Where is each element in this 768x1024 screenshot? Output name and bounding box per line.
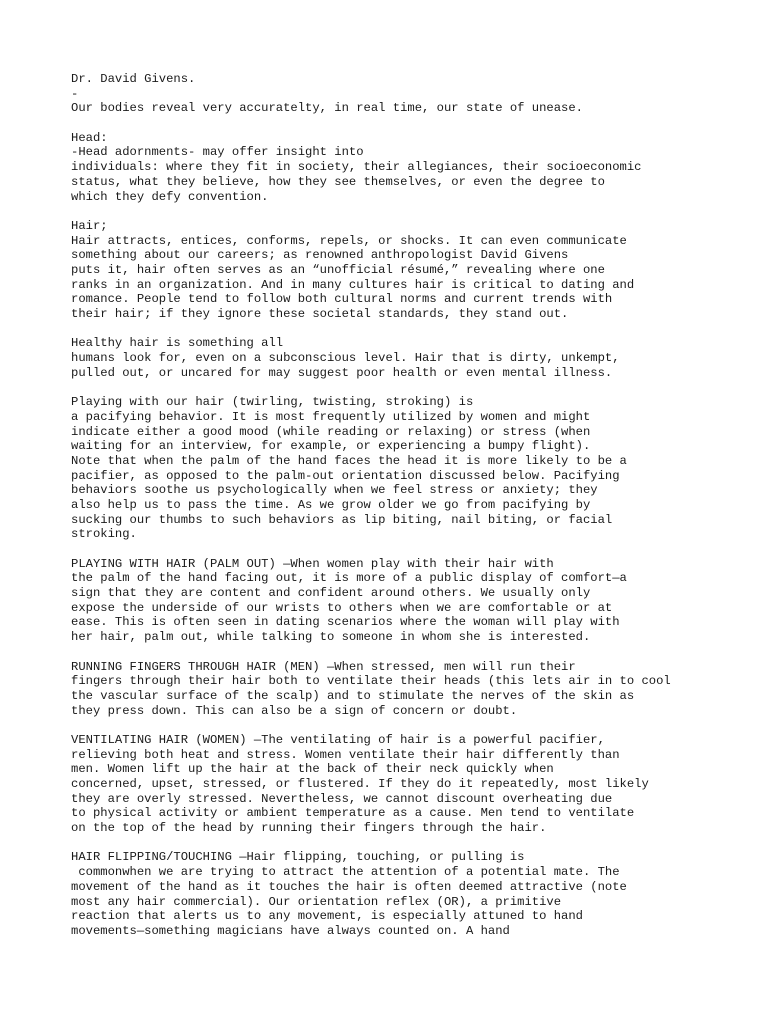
text-line: the vascular surface of the scalp) and to stimulate the nerves of the skin as	[71, 688, 635, 703]
text-line: commonwhen we are trying to attract the attention of a potential mate. The	[71, 865, 620, 880]
text-line: VENTILATING HAIR (WOMEN) —The ventilating of hair is a powerful pacifier,	[71, 732, 605, 747]
text-line: waiting for an interview, for example, or experiencing a bumpy flight).	[71, 439, 591, 454]
text-line: Hair attracts, entices, conforms, repels, or shocks. It can even communicate	[71, 233, 627, 248]
text-line: individuals: where they fit in society, their allegiances, their socioeconomic	[71, 160, 642, 175]
text-line: which they defy convention.	[71, 189, 269, 204]
paragraph	[71, 336, 751, 380]
text-line: concerned, upset, stressed, or flustered. If they do it repeatedly, most likely	[71, 777, 649, 791]
text-line: something about our careers; as renowned anthropologist David Givens	[71, 248, 569, 263]
text-line: they press down. This can also be a sign of concern or doubt.	[71, 703, 518, 718]
text-line: -Head adornments- may offer insight into	[71, 145, 364, 160]
text-line: humans look for, even on a subconscious level. Hair that is dirty, unkempt,	[71, 351, 620, 366]
paragraph	[71, 733, 751, 836]
text-line: her hair, palm out, while talking to someone in whom she is interested.	[71, 630, 591, 645]
text-line: Dr. David Givens.	[71, 72, 196, 86]
text-line: status, what they believe, how they see themselves, or even the degree to	[71, 174, 605, 189]
text-line: Note that when the palm of the hand faces the head it is more likely to be a	[71, 453, 627, 468]
text-line: the palm of the hand facing out, it is more of a public display of comfort—a	[71, 571, 627, 586]
text-line: puts it, hair often serves as an “unofficial résumé,” revealing where one	[71, 262, 605, 277]
text-line: fingers through their hair both to ventilate their heads (this lets air in to cool	[71, 674, 671, 689]
text-line: they are overly stressed. Nevertheless, we cannot discount overheating due	[71, 791, 613, 806]
text-line: reaction that alerts us to any movement, is especially attuned to hand	[71, 909, 583, 924]
paragraph	[71, 395, 751, 542]
text-line: indicate either a good mood (while reading or relaxing) or stress (when	[71, 424, 591, 439]
text-line: a pacifying behavior. It is most frequently utilized by women and might	[71, 409, 591, 424]
text-line: -	[71, 86, 79, 101]
text-line: to physical activity or ambient temperature as a cause. Men tend to ventilate	[71, 806, 635, 821]
document-body	[71, 72, 751, 939]
paragraph	[71, 131, 751, 204]
text-line: relieving both heat and stress. Women ventilate their hair differently than	[71, 747, 620, 762]
text-line: behaviors soothe us psychologically when we feel stress or anxiety; they	[71, 483, 598, 498]
text-line: ranks in an organization. And in many cultures hair is critical to dating and	[71, 277, 635, 292]
text-line: Our bodies reveal very accuratelty, in real time, our state of unease.	[71, 101, 583, 116]
text-line: PLAYING WITH HAIR (PALM OUT) —When women play with their hair with	[71, 556, 554, 571]
text-line: movements—something magicians have always counted on. A hand	[71, 923, 510, 938]
text-line: sucking our thumbs to such behaviors as lip biting, nail biting, or facial	[71, 512, 613, 527]
text-line: movement of the hand as it touches the hair is often deemed attractive (note	[71, 879, 627, 894]
text-line: stroking.	[71, 527, 137, 542]
text-line: their hair; if they ignore these societal standards, they stand out.	[71, 307, 569, 321]
text-line: on the top of the head by running their fingers through the hair.	[71, 821, 547, 836]
text-line: HAIR FLIPPING/TOUCHING —Hair flipping, touching, or pulling is	[71, 850, 525, 865]
text-line: pulled out, or uncared for may suggest poor health or even mental illness.	[71, 365, 613, 380]
text-line: Hair;	[71, 218, 108, 233]
paragraph	[71, 557, 751, 645]
text-line: sign that they are content and confident around others. We usually only	[71, 586, 591, 601]
paragraph	[71, 850, 751, 938]
paragraph	[71, 72, 751, 116]
text-line: Head:	[71, 130, 108, 145]
text-line: men. Women lift up the hair at the back of their neck quickly when	[71, 762, 554, 777]
text-line: RUNNING FINGERS THROUGH HAIR (MEN) —When stressed, men will run their	[71, 659, 576, 674]
paragraph	[71, 219, 751, 322]
text-line: ease. This is often seen in dating scenarios where the woman will play with	[71, 615, 620, 630]
text-line: romance. People tend to follow both cultural norms and current trends with	[71, 292, 613, 307]
text-line: Playing with our hair (twirling, twisting, stroking) is	[71, 395, 474, 410]
text-line: most any hair commercial). Our orientation reflex (OR), a primitive	[71, 894, 562, 909]
paragraph	[71, 660, 751, 719]
text-line: expose the underside of our wrists to others when we are comfortable or at	[71, 600, 613, 615]
text-line: also help us to pass the time. As we grow older we go from pacifying by	[71, 497, 591, 512]
text-line: pacifier, as opposed to the palm-out orientation discussed below. Pacifying	[71, 468, 620, 483]
text-line: Healthy hair is something all	[71, 336, 284, 351]
